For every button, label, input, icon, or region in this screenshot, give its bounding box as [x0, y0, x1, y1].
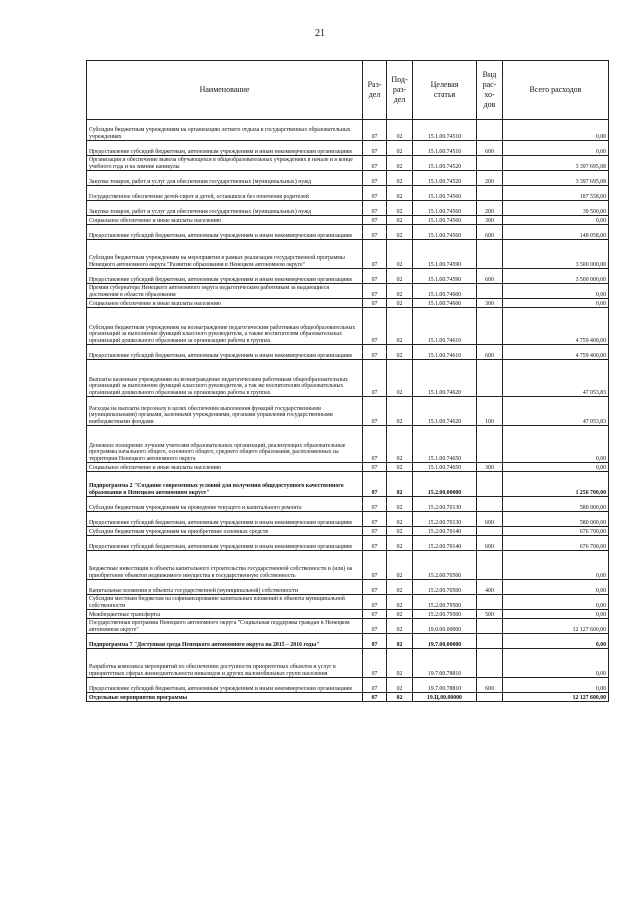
header-razdel: Раз- дел [363, 61, 387, 120]
row-target-article: 15.2.00.70500 [413, 580, 477, 595]
row-expense-type [477, 497, 503, 512]
row-podrazdel: 02 [387, 397, 413, 426]
row-podrazdel: 02 [387, 240, 413, 269]
row-podrazdel: 02 [387, 536, 413, 551]
row-amount: 47 053,83 [503, 360, 609, 397]
row-amount: 4 759 400,00 [503, 345, 609, 360]
row-name: Социальное обеспечение и иные выплаты населению [87, 463, 363, 472]
row-expense-type [477, 284, 503, 299]
header-name: Наименование [87, 61, 363, 120]
row-razdel: 07 [363, 678, 387, 693]
row-razdel: 07 [363, 240, 387, 269]
table-row [87, 141, 609, 156]
row-amount: 148 058,00 [503, 225, 609, 240]
table-row [87, 284, 609, 299]
row-expense-type: 400 [477, 580, 503, 595]
row-name: Государственная программа Ненецкого автономного округа "Социальная поддержка граждан в Ненецком автономном округе" [87, 619, 363, 634]
row-target-article: 15.1.00.74590 [413, 269, 477, 284]
table-row [87, 120, 609, 141]
row-razdel: 07 [363, 120, 387, 141]
row-name: Отдельные мероприятия программы [87, 693, 363, 702]
row-razdel: 07 [363, 527, 387, 536]
table-row [87, 463, 609, 472]
row-expense-type [477, 308, 503, 345]
row-podrazdel: 02 [387, 120, 413, 141]
row-target-article: 15.1.00.74610 [413, 345, 477, 360]
row-amount: 0,00 [503, 678, 609, 693]
table-row [87, 512, 609, 527]
row-name: Денежное поощрение лучшим учителям образовательных организаций, реализующих образовательные программы начального общего, основного общего, среднего общего образования, расположенных на территории Ненецкого автономного округа [87, 426, 363, 463]
row-expense-type [477, 595, 503, 610]
row-podrazdel: 02 [387, 693, 413, 702]
row-amount: 0,00 [503, 299, 609, 308]
row-name: Предоставление субсидий бюджетным, автономным учреждениям и иным некоммерческим организациям [87, 269, 363, 284]
row-razdel: 07 [363, 634, 387, 649]
row-expense-type: 600 [477, 269, 503, 284]
row-name: Закупка товаров, работ и услуг для обеспечения государственных (муниципальных) нужд [87, 201, 363, 216]
row-podrazdel: 02 [387, 595, 413, 610]
row-razdel: 07 [363, 284, 387, 299]
row-name: Предоставление субсидий бюджетным, автономным учреждениям и иным некоммерческим организациям [87, 512, 363, 527]
row-name: Подпрограмма 7 "Доступная среда Ненецкого автономного округа на 2015 – 2016 годы" [87, 634, 363, 649]
table-row [87, 693, 609, 702]
row-expense-type [477, 527, 503, 536]
row-expense-type: 600 [477, 678, 503, 693]
row-razdel: 07 [363, 360, 387, 397]
table-row [87, 595, 609, 610]
row-amount: 0,00 [503, 284, 609, 299]
row-target-article: 15.2.00.70140 [413, 536, 477, 551]
table-row [87, 216, 609, 225]
row-expense-type [477, 649, 503, 678]
row-razdel: 07 [363, 512, 387, 527]
row-razdel: 07 [363, 141, 387, 156]
row-podrazdel: 02 [387, 216, 413, 225]
row-podrazdel: 02 [387, 463, 413, 472]
page-number: 21 [315, 28, 325, 39]
row-expense-type: 100 [477, 397, 503, 426]
row-razdel: 07 [363, 308, 387, 345]
row-podrazdel: 02 [387, 345, 413, 360]
row-podrazdel: 02 [387, 527, 413, 536]
table-row [87, 610, 609, 619]
row-target-article: 15.1.00.74600 [413, 299, 477, 308]
row-razdel: 07 [363, 426, 387, 463]
row-podrazdel: 02 [387, 269, 413, 284]
row-name: Межбюджетные трансферты [87, 610, 363, 619]
row-podrazdel: 02 [387, 171, 413, 186]
table-row [87, 345, 609, 360]
table-row [87, 397, 609, 426]
row-podrazdel: 02 [387, 186, 413, 201]
row-podrazdel: 02 [387, 299, 413, 308]
row-razdel: 07 [363, 463, 387, 472]
table-row [87, 649, 609, 678]
row-name: Предоставление субсидий бюджетным, автономным учреждениям и иным некоммерческим организациям [87, 345, 363, 360]
row-amount: 0,00 [503, 426, 609, 463]
row-amount: 0,00 [503, 120, 609, 141]
row-expense-type: 600 [477, 225, 503, 240]
row-expense-type [477, 619, 503, 634]
row-expense-type: 200 [477, 201, 503, 216]
row-name: Премии губернатора Ненецкого автономного округа педагогическим работникам за выдающиеся достижения в области образования [87, 284, 363, 299]
row-podrazdel: 02 [387, 360, 413, 397]
table-row [87, 186, 609, 201]
row-razdel: 07 [363, 156, 387, 171]
row-name: Субсидии бюджетным учреждениям на мероприятия в рамках реализации государственной программы Ненецкого автономного округа "Развитие образования в Ненецком автономном округе" [87, 240, 363, 269]
table-row [87, 171, 609, 186]
row-target-article: 19.7.00.78810 [413, 649, 477, 678]
row-expense-type: 600 [477, 141, 503, 156]
header-target-article: Целевая статья [413, 61, 477, 120]
row-target-article: 15.2.00.79500 [413, 595, 477, 610]
row-target-article: 19.Ц.00.00000 [413, 693, 477, 702]
row-expense-type [477, 240, 503, 269]
table-row [87, 678, 609, 693]
row-podrazdel: 02 [387, 634, 413, 649]
row-amount: 4 759 400,00 [503, 308, 609, 345]
row-expense-type: 300 [477, 216, 503, 225]
row-amount: 580 000,00 [503, 512, 609, 527]
row-amount: 0,00 [503, 141, 609, 156]
row-target-article: 15.1.00.74650 [413, 463, 477, 472]
row-expense-type: 600 [477, 536, 503, 551]
row-target-article: 15.2.00.70130 [413, 497, 477, 512]
row-podrazdel: 02 [387, 619, 413, 634]
row-name: Предоставление субсидий бюджетным, автономным учреждениям и иным некоммерческим организациям [87, 536, 363, 551]
row-target-article: 19.0.00.00000 [413, 619, 477, 634]
table-row [87, 156, 609, 171]
row-amount: 1 256 700,00 [503, 472, 609, 497]
row-expense-type [477, 426, 503, 463]
table-row [87, 497, 609, 512]
row-target-article: 15.1.00.74510 [413, 141, 477, 156]
row-podrazdel: 02 [387, 580, 413, 595]
row-target-article: 15.2.00.00000 [413, 472, 477, 497]
table-row [87, 536, 609, 551]
row-podrazdel: 02 [387, 649, 413, 678]
row-expense-type: 500 [477, 610, 503, 619]
row-razdel: 07 [363, 551, 387, 580]
row-expense-type [477, 634, 503, 649]
row-podrazdel: 02 [387, 512, 413, 527]
row-razdel: 07 [363, 693, 387, 702]
row-razdel: 07 [363, 497, 387, 512]
table-row [87, 299, 609, 308]
row-name: Субсидии бюджетным учреждениям на приобретение основных средств [87, 527, 363, 536]
row-razdel: 07 [363, 397, 387, 426]
table-row [87, 269, 609, 284]
row-amount: 676 700,00 [503, 527, 609, 536]
row-amount: 0,00 [503, 634, 609, 649]
row-target-article: 15.2.00.70500 [413, 551, 477, 580]
row-amount: 0,00 [503, 595, 609, 610]
table-row [87, 472, 609, 497]
row-podrazdel: 02 [387, 678, 413, 693]
row-razdel: 07 [363, 595, 387, 610]
row-podrazdel: 02 [387, 472, 413, 497]
row-amount: 12 127 600,00 [503, 619, 609, 634]
row-name: Подпрограмма 2 "Создание современных условий для получения общедоступного качественного образования в Ненецком автономном округе" [87, 472, 363, 497]
row-expense-type [477, 551, 503, 580]
row-razdel: 07 [363, 610, 387, 619]
row-expense-type [477, 360, 503, 397]
table-row [87, 551, 609, 580]
row-amount: 187 558,00 [503, 186, 609, 201]
row-name: Субсидии бюджетным учреждениям на вознаграждение педагогическим работникам общеобразовательных организаций за выполнение функций классного руководителя, а также воспитателям образовательных организаций дошкольного образования за организацию работы в группах [87, 308, 363, 345]
table-row [87, 580, 609, 595]
row-name: Разработка комплекса мероприятий по обеспечению доступности приоритетных объектов и услуг в приоритетных сферах жизнедеятельности инвалидов и других маломобильных групп населения [87, 649, 363, 678]
row-name: Предоставление субсидий бюджетным, автономным учреждениям и иным некоммерческим организациям [87, 678, 363, 693]
row-amount: 3 500 000,00 [503, 269, 609, 284]
row-name: Социальное обеспечение и иные выплаты населению [87, 216, 363, 225]
row-name: Выплаты казенным учреждениям на вознаграждение педагогическим работникам общеобразовательных организаций за выполнение функций классного руководителя, а так же воспитателям образовательных организаций дошкольного образования за организацию работы в группах [87, 360, 363, 397]
row-target-article: 15.1.00.74650 [413, 426, 477, 463]
row-amount: 0,00 [503, 463, 609, 472]
row-razdel: 07 [363, 536, 387, 551]
row-amount: 676 700,00 [503, 536, 609, 551]
table-row [87, 360, 609, 397]
row-razdel: 07 [363, 619, 387, 634]
row-razdel: 07 [363, 216, 387, 225]
row-amount: 0,00 [503, 580, 609, 595]
row-name: Субсидии бюджетным учреждениям на организацию летнего отдыха в государственных образовательных учреждениях [87, 120, 363, 141]
table-row [87, 426, 609, 463]
row-target-article: 15.1.00.74560 [413, 216, 477, 225]
row-name: Бюджетные инвестиции в объекты капитального строительства государственной собственности и (или) на приобретение объектов недвижимого имущества в государственную собственность [87, 551, 363, 580]
row-amount: 3 500 000,00 [503, 240, 609, 269]
row-razdel: 07 [363, 186, 387, 201]
row-expense-type: 300 [477, 463, 503, 472]
row-target-article: 15.1.00.74600 [413, 284, 477, 299]
row-target-article: 15.1.00.74590 [413, 240, 477, 269]
row-name: Субсидии местным бюджетам на софинансирование капитальных вложений в объекты муниципальной собственности [87, 595, 363, 610]
row-expense-type [477, 186, 503, 201]
row-name: Капитальные вложения в объекты государственной (муниципальной) собственности [87, 580, 363, 595]
row-razdel: 07 [363, 649, 387, 678]
header-total-expenses: Всего расходов [503, 61, 609, 120]
row-name: Расходы на выплаты персоналу в целях обеспечения выполнения функций государственными (муниципальными) органами, казенными учреждениями, органами управления государственными внебюджетными фондами [87, 397, 363, 426]
row-podrazdel: 02 [387, 308, 413, 345]
row-amount: 0,00 [503, 649, 609, 678]
row-name: Предоставление субсидий бюджетным, автономным учреждениям и иным некоммерческим организациям [87, 141, 363, 156]
row-target-article: 15.1.00.74560 [413, 225, 477, 240]
row-target-article: 15.1.00.74620 [413, 360, 477, 397]
row-expense-type: 200 [477, 171, 503, 186]
row-target-article: 15.1.00.74560 [413, 186, 477, 201]
row-podrazdel: 02 [387, 551, 413, 580]
row-target-article: 15.2.00.79500 [413, 610, 477, 619]
row-name: Государственное обеспечение детей-сирот и детей, оставшихся без попечения родителей [87, 186, 363, 201]
row-podrazdel: 02 [387, 497, 413, 512]
row-target-article: 15.1.00.74560 [413, 201, 477, 216]
row-target-article: 15.1.00.74620 [413, 397, 477, 426]
row-name: Организация и обеспечение вывоза обучающихся в общеобразовательных учреждениях в начале и в конце учебного года и на зимние каникулы [87, 156, 363, 171]
row-target-article: 15.1.00.74610 [413, 308, 477, 345]
row-name: Предоставление субсидий бюджетным, автономным учреждениям и иным некоммерческим организациям [87, 225, 363, 240]
row-amount: 0,00 [503, 551, 609, 580]
row-amount: 580 000,00 [503, 497, 609, 512]
row-expense-type: 600 [477, 512, 503, 527]
row-podrazdel: 02 [387, 156, 413, 171]
row-target-article: 19.7.00.00000 [413, 634, 477, 649]
row-razdel: 07 [363, 345, 387, 360]
row-expense-type: 300 [477, 299, 503, 308]
row-expense-type: 600 [477, 345, 503, 360]
budget-table [86, 60, 609, 702]
row-podrazdel: 02 [387, 284, 413, 299]
row-target-article: 15.1.00.74510 [413, 120, 477, 141]
row-podrazdel: 02 [387, 141, 413, 156]
row-razdel: 07 [363, 171, 387, 186]
row-name: Субсидии бюджетным учреждениям на проведение текущего и капитального ремонта [87, 497, 363, 512]
table-row [87, 527, 609, 536]
row-razdel: 07 [363, 269, 387, 284]
row-podrazdel: 02 [387, 426, 413, 463]
row-target-article: 19.7.00.78810 [413, 678, 477, 693]
table-row [87, 225, 609, 240]
table-header-row [87, 61, 609, 120]
row-target-article: 15.1.00.74520 [413, 156, 477, 171]
row-podrazdel: 02 [387, 201, 413, 216]
row-target-article: 15.2.00.70140 [413, 527, 477, 536]
row-amount: 0,00 [503, 216, 609, 225]
table-row [87, 619, 609, 634]
row-target-article: 15.2.00.70130 [413, 512, 477, 527]
row-name: Социальное обеспечение и иные выплаты населению [87, 299, 363, 308]
row-razdel: 07 [363, 580, 387, 595]
row-razdel: 07 [363, 201, 387, 216]
row-name: Закупка товаров, работ и услуг для обеспечения государственных (муниципальных) нужд [87, 171, 363, 186]
header-expense-type: Вид рас- хо- дов [477, 61, 503, 120]
row-podrazdel: 02 [387, 225, 413, 240]
row-razdel: 07 [363, 472, 387, 497]
row-razdel: 07 [363, 299, 387, 308]
table-row [87, 634, 609, 649]
row-expense-type [477, 693, 503, 702]
row-expense-type [477, 156, 503, 171]
table-row [87, 240, 609, 269]
row-amount: 39 500,00 [503, 201, 609, 216]
table-row [87, 201, 609, 216]
row-expense-type [477, 472, 503, 497]
row-amount: 3 397 695,08 [503, 156, 609, 171]
row-expense-type [477, 120, 503, 141]
row-amount: 12 127 600,00 [503, 693, 609, 702]
header-podrazdel: Под- раз- дел [387, 61, 413, 120]
row-razdel: 07 [363, 225, 387, 240]
row-amount: 3 397 695,08 [503, 171, 609, 186]
row-podrazdel: 02 [387, 610, 413, 619]
row-target-article: 15.1.00.74520 [413, 171, 477, 186]
row-amount: 0,00 [503, 610, 609, 619]
table-row [87, 308, 609, 345]
row-amount: 47 053,83 [503, 397, 609, 426]
